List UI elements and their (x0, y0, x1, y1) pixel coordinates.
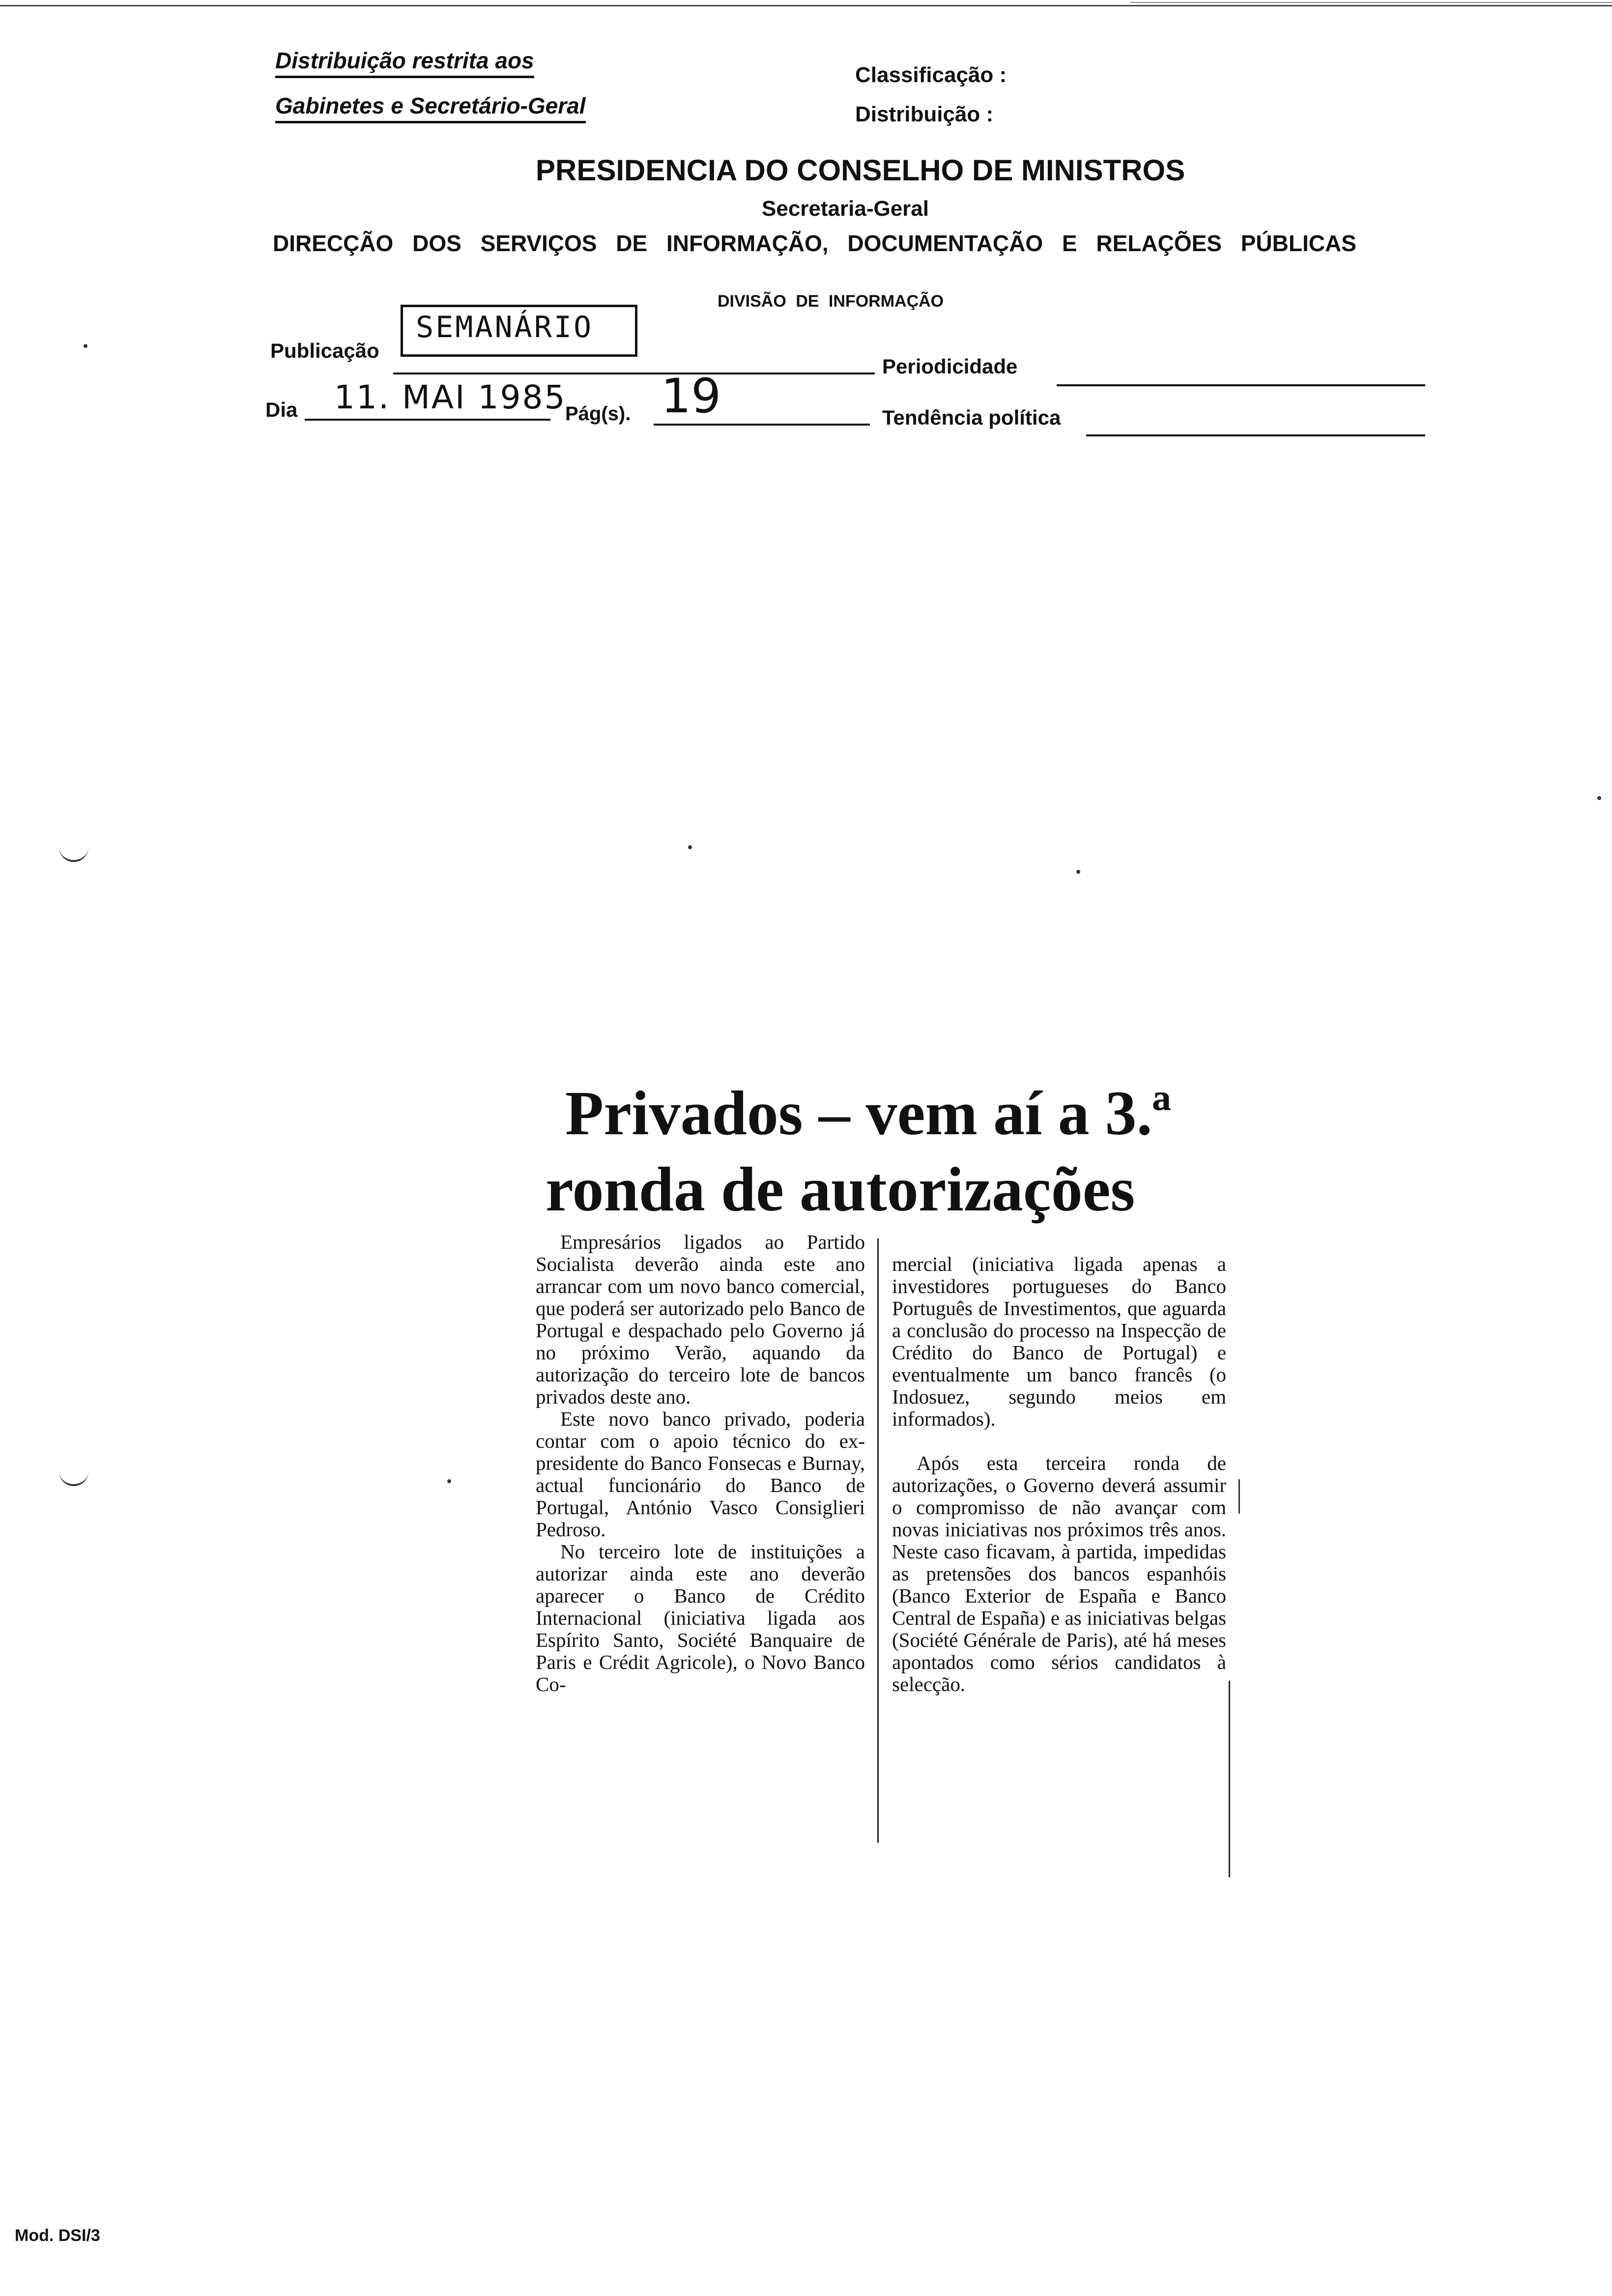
dia-value: 11. MAI 1985 (334, 378, 567, 416)
restricted-distribution-line1: Distribuição restrita aos (275, 47, 534, 78)
classificacao-label: Classificação : (855, 63, 1007, 87)
article-column-2 (892, 1253, 1226, 1695)
tendencia-label: Tendência política (882, 406, 1061, 429)
article-paragraph: No terceiro lote de instituições a autorizar ainda este ano deverão aparecer o Banco de Crédito Internacional (iniciativa ligada aos Espírito Santo, Société Banquaire de Paris e Crédit Agricole), o Novo Banco Co- (536, 1540, 865, 1695)
pagina-label: Pág(s). (565, 403, 631, 425)
scan-speck (84, 344, 87, 348)
divisao-informacao: DIVISÃO DE INFORMAÇÃO (718, 292, 944, 311)
form-code: Mod. DSI/3 (15, 2226, 100, 2245)
scan-speck (1597, 796, 1601, 800)
dia-field-line (305, 419, 550, 421)
article-paragraph: Após esta terceira ronda de autorizações, o Governo deverá assumir o compromisso de não avançar com novas iniciativas nos próximos três anos. Neste caso ficavam, à partida, impedidas as pretensões dos bancos espanhóis (Banco Exterior de España e Banco Central de España) e as iniciativas belgas (Société Générale de Paris), até há meses apontados como sérios candidatos à selecção. (892, 1452, 1226, 1695)
column-divider-right (1229, 1681, 1230, 1877)
scan-speck (688, 845, 692, 849)
article-paragraph: Empresários ligados ao Partido Socialista deverão ainda este ano arrancar com um novo banco comercial, que poderá ser autorizado pelo Banco de Portugal e despachado pelo Governo já no próximo Verão, aquando da autorização do terceiro lote de bancos privados deste ano. (536, 1231, 865, 1408)
publicacao-value-box (401, 305, 637, 357)
scan-speck (1076, 870, 1080, 874)
restricted-distribution-line2: Gabinetes e Secretário-Geral (275, 92, 586, 123)
publicacao-field-line (393, 373, 875, 374)
secretaria-geral: Secretaria-Geral (762, 197, 929, 221)
direccao-servicos: DIRECÇÃO DOS SERVIÇOS DE INFORMAÇÃO, DOCUMENTAÇÃO E RELAÇÕES PÚBLICAS (273, 230, 1356, 256)
pagina-field-line (654, 424, 870, 426)
publicacao-label: Publicação (270, 339, 379, 362)
periodicidade-field-line (1057, 384, 1425, 386)
scan-speck (447, 1479, 451, 1483)
pagina-value: 19 (661, 369, 721, 424)
tendencia-field-line (1086, 434, 1425, 436)
article-paragraph: Este novo banco privado, poderia contar com o apoio técnico do ex-presidente do Banco Fonsecas e Burnay, actual funcionário do Banco de Portugal, António Vasco Consiglieri Pedroso. (536, 1407, 865, 1541)
article-column-1 (536, 1231, 865, 1695)
dia-label: Dia (265, 398, 298, 421)
publicacao-value: SEMANÁRIO (416, 310, 594, 344)
article-headline-line2: ronda de autorizações (546, 1154, 1135, 1224)
article-headline-line1: Privados – vem aí a 3.ª (565, 1078, 1171, 1148)
top-edge-line (0, 5, 1612, 6)
institution-title: PRESIDENCIA DO CONSELHO DE MINISTROS (536, 154, 1185, 187)
top-edge-line-right (1130, 2, 1612, 3)
periodicidade-label: Periodicidade (882, 355, 1018, 378)
distribuicao-label: Distribuição : (855, 102, 994, 126)
column-divider (877, 1238, 879, 1843)
scan-mark-line (1238, 1479, 1240, 1514)
scan-mark-curve (59, 1469, 88, 1486)
article-paragraph: mercial (iniciativa ligada apenas a investidores portugueses do Banco Português de Investimentos, que aguarda a conclusão do processo na Inspecção de Crédito do Banco de Portugal) e eventualmente um banco francês (o Indosuez, segundo meios em informados). (892, 1253, 1226, 1430)
scan-mark-curve (59, 845, 88, 862)
